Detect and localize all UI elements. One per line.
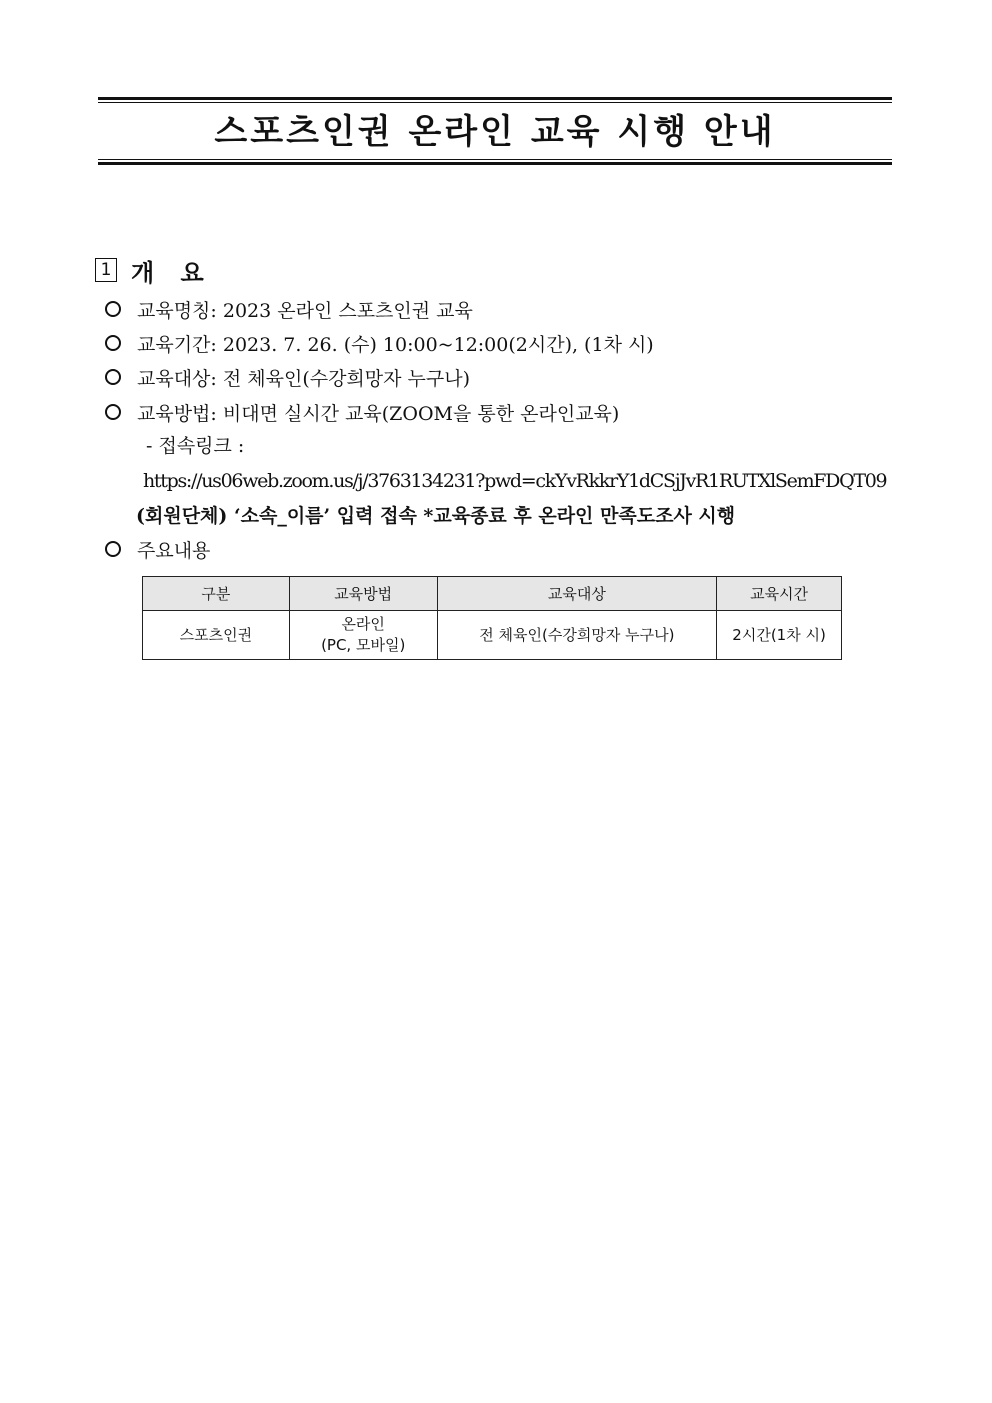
- title-bottom-rule-thin: [98, 159, 892, 160]
- header-method: 교육방법: [289, 577, 437, 611]
- cell-method-line1: 온라인: [341, 615, 385, 633]
- header-target: 교육대상: [437, 577, 717, 611]
- section-heading: [95, 254, 204, 286]
- notice-text: (회원단체) ‘소속_이름’ 입력 접속 *교육종료 후 온라인 만족도조사 시행: [136, 505, 736, 527]
- title-top-rule: [98, 97, 892, 100]
- header-hours: 교육시간: [717, 577, 842, 611]
- cell-target: 전 체육인(수강희망자 누구나): [437, 611, 717, 660]
- bullet-text: 주요내용: [137, 539, 211, 562]
- bullet-item-period: [105, 328, 654, 358]
- section-title: 개 요: [131, 258, 204, 287]
- cell-category: 스포츠인권: [143, 611, 290, 660]
- bullet-text: 교육명칭: 2023 온라인 스포츠인권 교육: [137, 299, 473, 322]
- circle-bullet-icon: [105, 404, 121, 420]
- bullet-item-target: [105, 362, 470, 392]
- bullet-item-name: [105, 294, 473, 324]
- zoom-link[interactable]: https://us06web.zoom.us/j/3763134231?pwd=ckYvRkkrY1dCSjJvR1RUTXlSemFDQT09: [143, 470, 887, 492]
- circle-bullet-icon: [105, 369, 121, 385]
- bullet-item-main-content: [105, 534, 210, 564]
- link-label: - 접속링크 :: [146, 435, 245, 457]
- page-title: 스포츠인권 온라인 교육 시행 안내: [214, 112, 776, 152]
- header-category: 구분: [143, 577, 290, 611]
- section-number: 1: [95, 258, 117, 282]
- title-bottom-rule: [98, 162, 892, 165]
- bullet-item-method: [105, 397, 619, 427]
- circle-bullet-icon: [105, 301, 121, 317]
- bullet-text: 교육대상: 전 체육인(수강희망자 누구나): [137, 367, 471, 390]
- cell-hours: 2시간(1차 시): [717, 611, 842, 660]
- bullet-text: 교육기간: 2023. 7. 26. (수) 10:00~12:00(2시간), (1차 시): [137, 333, 654, 356]
- table-header-row: [143, 577, 842, 611]
- education-table: [142, 576, 842, 660]
- bullet-text: 교육방법: 비대면 실시간 교육(ZOOM을 통한 온라인교육): [137, 402, 620, 425]
- cell-method-line2: (PC, 모바일): [321, 636, 406, 654]
- title-top-rule-thin: [98, 102, 892, 103]
- circle-bullet-icon: [105, 335, 121, 351]
- cell-method: [289, 611, 437, 660]
- title-box: [98, 97, 892, 167]
- table-row: [143, 611, 842, 660]
- circle-bullet-icon: [105, 541, 121, 557]
